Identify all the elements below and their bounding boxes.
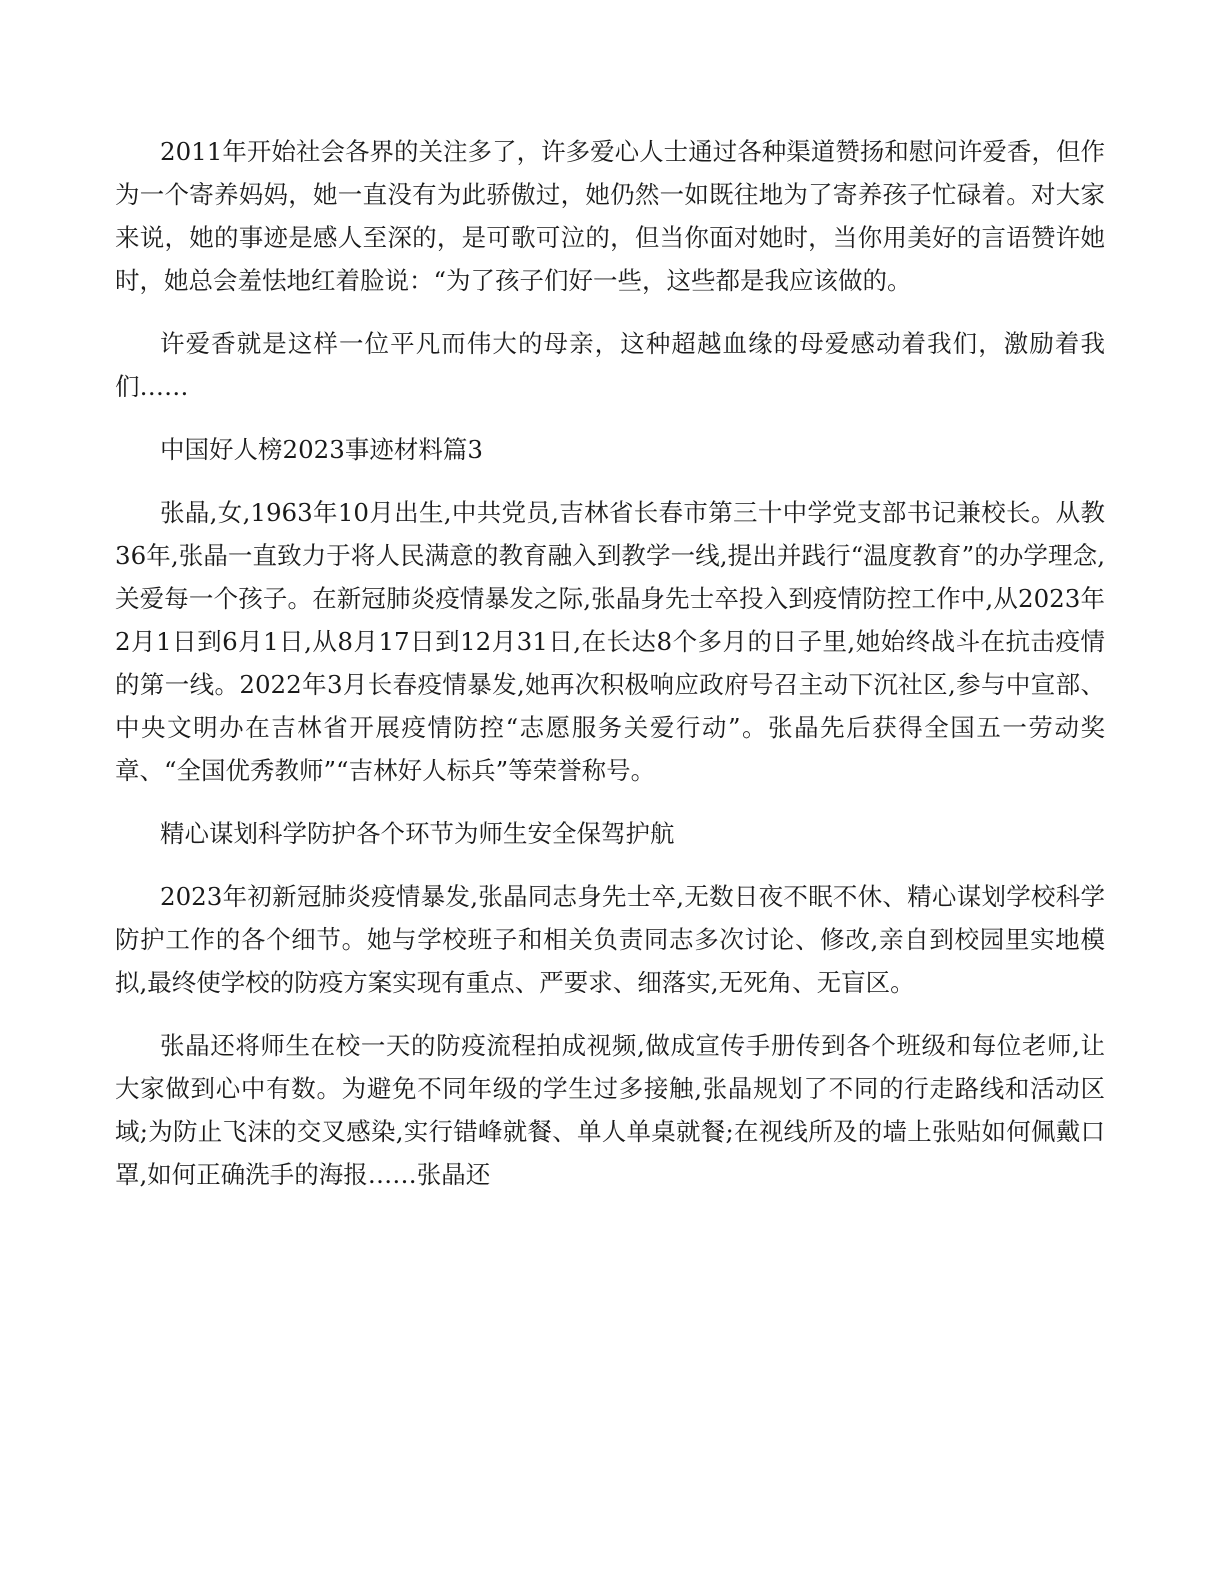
- paragraph-xu-aixiang-summary: 许爱香就是这样一位平凡而伟大的母亲，这种超越血缘的母爱感动着我们，激励着我们……: [115, 329, 1105, 401]
- paragraph-xu-aixiang-recognition: 2011年开始社会各界的关注多了，许多爱心人士通过各种渠道赞扬和慰问许爱香，但作为一个寄养妈妈，她一直没有为此骄傲过，她仍然一如既往地为了寄养孩子忙碌着。对大家来说，她的事迹是感人至深的，是可歌可泣的，但当你面对她时，当你用美好的言语赞许她时，她总会羞怯地红着脸说：“为了孩子们好一些，这些都是我应该做的。: [115, 137, 1105, 295]
- document-page: [115, 130, 1105, 1196]
- paragraph-epidemic-planning: 2023年初新冠肺炎疫情暴发,张晶同志身先士卒,无数日夜不眠不休、精心谋划学校科学防护工作的各个细节。她与学校班子和相关负责同志多次讨论、修改,亲自到校园里实地模拟,最终使学校的防疫方案实现有重点、严要求、细落实,无死角、无盲区。: [115, 882, 1105, 997]
- paragraph-prevention-measures: 张晶还将师生在校一天的防疫流程拍成视频,做成宣传手册传到各个班级和每位老师,让大家做到心中有数。为避免不同年级的学生过多接触,张晶规划了不同的行走路线和活动区域;为防止飞沫的交叉感染,实行错峰就餐、单人单桌就餐;在视线所及的墙上张贴如何佩戴口罩,如何正确洗手的海报……张晶还: [115, 1031, 1105, 1189]
- section-heading-part-3: 中国好人榜2023事迹材料篇3: [160, 435, 483, 464]
- paragraph-zhang-jing-profile: 张晶,女,1963年10月出生,中共党员,吉林省长春市第三十中学党支部书记兼校长。从教36年,张晶一直致力于将人民满意的教育融入到教学一线,提出并践行“温度教育”的办学理念,关爱每一个孩子。在新冠肺炎疫情暴发之际,张晶身先士卒投入到疫情防控工作中,从2023年2月1日到6月1日,从8月17日到12月31日,在长达8个多月的日子里,她始终战斗在抗击疫情的第一线。2022年3月长春疫情暴发,她再次积极响应政府号召主动下沉社区,参与中宣部、中央文明办在吉林省开展疫情防控“志愿服务关爱行动”。张晶先后获得全国五一劳动奖章、“全国优秀教师”“吉林好人标兵”等荣誉称号。: [115, 498, 1105, 785]
- subheading-safety-planning: 精心谋划科学防护各个环节为师生安全保驾护航: [160, 819, 675, 848]
